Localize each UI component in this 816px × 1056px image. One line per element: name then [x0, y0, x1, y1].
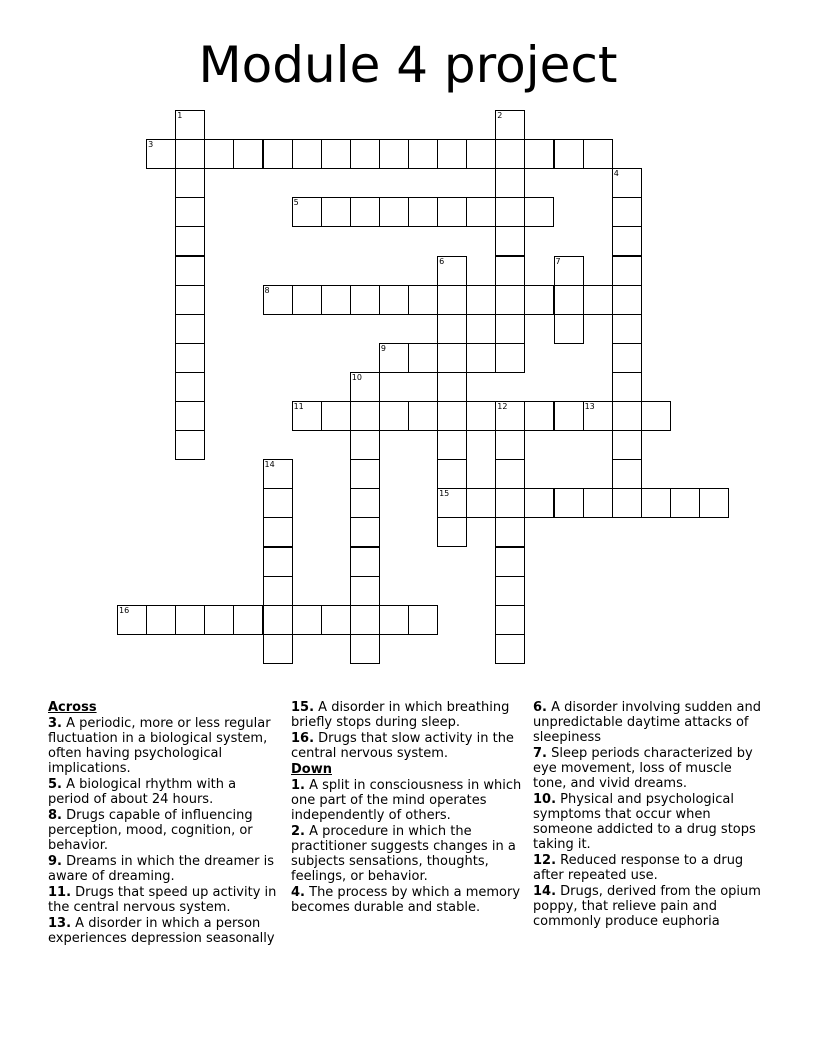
grid-cell[interactable]: [670, 488, 700, 518]
grid-cell[interactable]: [554, 314, 584, 344]
grid-cell[interactable]: [495, 139, 525, 169]
grid-cell[interactable]: [437, 488, 467, 518]
clue-number: 11: [293, 402, 304, 411]
grid-cell[interactable]: [408, 139, 438, 169]
grid-cell[interactable]: [379, 197, 409, 227]
grid-cell[interactable]: [437, 343, 467, 373]
grid-cell[interactable]: [612, 459, 642, 489]
grid-cell[interactable]: [437, 314, 467, 344]
across-heading: Across: [48, 700, 97, 715]
grid-cell[interactable]: [350, 488, 380, 518]
clue-column-3: [533, 700, 768, 930]
grid-cell[interactable]: [379, 605, 409, 635]
grid-cell[interactable]: [350, 285, 380, 315]
grid-cell[interactable]: [583, 139, 613, 169]
grid-cell[interactable]: [350, 547, 380, 577]
grid-cell[interactable]: [495, 110, 525, 140]
grid-cell[interactable]: [612, 372, 642, 402]
grid-cell[interactable]: [175, 139, 205, 169]
grid-cell[interactable]: [641, 401, 671, 431]
grid-cell[interactable]: [437, 459, 467, 489]
grid-cell[interactable]: [117, 605, 147, 635]
grid-cell[interactable]: [175, 314, 205, 344]
grid-cell[interactable]: [437, 285, 467, 315]
grid-cell[interactable]: [583, 488, 613, 518]
grid-cell[interactable]: [495, 488, 525, 518]
clue-down-6: 6. A disorder involving sudden and unpredictable daytime attacks of sleepiness: [533, 700, 761, 745]
grid-cell[interactable]: [175, 197, 205, 227]
grid-cell[interactable]: [554, 139, 584, 169]
grid-cell[interactable]: [495, 517, 525, 547]
grid-cell[interactable]: [350, 197, 380, 227]
grid-cell[interactable]: [612, 401, 642, 431]
grid-cell[interactable]: [612, 168, 642, 198]
grid-cell[interactable]: [175, 226, 205, 256]
grid-cell[interactable]: [612, 285, 642, 315]
grid-cell[interactable]: [263, 139, 293, 169]
grid-cell[interactable]: [263, 459, 293, 489]
grid-cell[interactable]: [612, 488, 642, 518]
grid-cell[interactable]: [263, 605, 293, 635]
grid-cell[interactable]: [175, 401, 205, 431]
grid-cell[interactable]: [524, 285, 554, 315]
grid-cell[interactable]: [466, 139, 496, 169]
grid-cell[interactable]: [466, 197, 496, 227]
grid-cell[interactable]: [408, 343, 438, 373]
clue-across-3: 3. A periodic, more or less regular fluctuation in a biological system, often having psychological implications.: [48, 716, 271, 776]
clue-number: 4: [613, 169, 619, 179]
clue-down-12: 12. Reduced response to a drug after repeated use.: [533, 853, 744, 883]
grid-cell[interactable]: [175, 256, 205, 286]
grid-cell[interactable]: [175, 605, 205, 635]
clue-across-13: 13. A disorder in which a person experiences depression seasonally: [48, 916, 275, 946]
grid-cell[interactable]: [466, 488, 496, 518]
grid-cell[interactable]: [146, 139, 176, 169]
grid-cell[interactable]: [641, 488, 671, 518]
grid-cell[interactable]: [350, 430, 380, 460]
grid-cell[interactable]: [524, 139, 554, 169]
grid-cell[interactable]: [350, 605, 380, 635]
grid-cell[interactable]: [321, 285, 351, 315]
grid-cell[interactable]: [583, 285, 613, 315]
grid-cell[interactable]: [437, 197, 467, 227]
grid-cell[interactable]: [408, 285, 438, 315]
grid-cell[interactable]: [437, 256, 467, 286]
grid-cell[interactable]: [495, 168, 525, 198]
clue-column-2: [291, 700, 523, 916]
grid-cell[interactable]: [379, 139, 409, 169]
grid-cell[interactable]: [175, 343, 205, 373]
clue-number: 14: [264, 460, 275, 470]
grid-cell[interactable]: [495, 197, 525, 227]
clue-number: 2: [497, 111, 503, 120]
clue-down-1: 1. A split in consciousness in which one part of the mind operates independently of others.: [291, 778, 522, 823]
grid-cell[interactable]: [495, 605, 525, 635]
page-title: Module 4 project: [198, 36, 618, 94]
clue-column-1: [48, 700, 280, 947]
grid-cell[interactable]: [263, 547, 293, 577]
grid-cell[interactable]: [466, 285, 496, 315]
clue-across-8: 8. Drugs capable of influencing perception, mood, cognition, or behavior.: [48, 808, 253, 853]
grid-cell[interactable]: [175, 430, 205, 460]
grid-cell[interactable]: [408, 401, 438, 431]
grid-cell[interactable]: [292, 605, 322, 635]
grid-cell[interactable]: [263, 634, 293, 664]
grid-cell[interactable]: [350, 459, 380, 489]
grid-cell[interactable]: [495, 285, 525, 315]
grid-cell[interactable]: [466, 401, 496, 431]
grid-cell[interactable]: [350, 401, 380, 431]
grid-cell[interactable]: [292, 139, 322, 169]
grid-cell[interactable]: [321, 197, 351, 227]
clue-number: 9: [380, 343, 386, 353]
grid-cell[interactable]: [321, 401, 351, 431]
grid-cell[interactable]: [495, 634, 525, 664]
clue-across-11: 11. Drugs that speed up activity in the central nervous system.: [48, 885, 277, 915]
grid-cell[interactable]: [408, 197, 438, 227]
grid-cell[interactable]: [554, 256, 584, 286]
grid-cell[interactable]: [612, 256, 642, 286]
clue-number: 6: [439, 256, 445, 266]
grid-cell[interactable]: [583, 401, 613, 431]
clue-number: 7: [555, 256, 561, 266]
grid-cell[interactable]: [612, 314, 642, 344]
grid-cell[interactable]: [524, 488, 554, 518]
grid-cell[interactable]: [263, 285, 293, 315]
clue-across-16: 16. Drugs that slow activity in the central nervous system.: [291, 731, 514, 761]
grid-cell[interactable]: [321, 139, 351, 169]
grid-cell[interactable]: [554, 488, 584, 518]
grid-cell[interactable]: [350, 634, 380, 664]
grid-cell[interactable]: [524, 401, 554, 431]
clue-down-4: 4. The process by which a memory becomes durable and stable.: [291, 885, 521, 915]
grid-cell[interactable]: [495, 343, 525, 373]
grid-cell[interactable]: [495, 401, 525, 431]
grid-cell[interactable]: [292, 285, 322, 315]
grid-cell[interactable]: [408, 605, 438, 635]
clue-number: 10: [351, 372, 362, 382]
clue-down-2: 2. A procedure in which the practitioner suggests changes in a subjects sensations, thoughts, feelings, or behavior.: [291, 824, 516, 884]
grid-cell[interactable]: [495, 547, 525, 577]
grid-cell[interactable]: [292, 197, 322, 227]
clue-down-10: 10. Physical and psychological symptoms that occur when someone addicted to a drug stops taking it.: [533, 792, 756, 852]
clue-across-9: 9. Dreams in which the dreamer is aware of dreaming.: [48, 854, 274, 884]
grid-cell[interactable]: [204, 139, 234, 169]
clue-down-7: 7. Sleep periods characterized by eye movement, loss of muscle tone, and vivid dreams.: [533, 746, 753, 791]
grid-cell[interactable]: [175, 372, 205, 402]
clue-number: 12: [497, 402, 508, 411]
grid-cell[interactable]: [175, 110, 205, 140]
grid-cell[interactable]: [321, 605, 351, 635]
clue-across-15: 15. A disorder in which breathing briefly stops during sleep.: [291, 700, 510, 730]
grid-cell[interactable]: [495, 576, 525, 606]
clue-number: 5: [293, 198, 299, 208]
clue-number: 13: [584, 402, 595, 411]
grid-cell[interactable]: [495, 256, 525, 286]
grid-cell[interactable]: [175, 168, 205, 198]
grid-cell[interactable]: [379, 343, 409, 373]
clue-number: 1: [177, 111, 183, 120]
clue-down-14: 14. Drugs, derived from the opium poppy, that relieve pain and commonly produce euphoria: [533, 884, 761, 929]
grid-cell[interactable]: [350, 139, 380, 169]
grid-cell[interactable]: [146, 605, 176, 635]
grid-cell[interactable]: [437, 401, 467, 431]
grid-cell[interactable]: [495, 314, 525, 344]
grid-cell[interactable]: [350, 576, 380, 606]
grid-cell[interactable]: [263, 517, 293, 547]
grid-cell[interactable]: [554, 285, 584, 315]
grid-cell[interactable]: [379, 401, 409, 431]
grid-cell[interactable]: [495, 226, 525, 256]
grid-cell[interactable]: [699, 488, 729, 518]
grid-cell[interactable]: [437, 372, 467, 402]
grid-cell[interactable]: [350, 517, 380, 547]
grid-cell[interactable]: [612, 343, 642, 373]
grid-cell[interactable]: [175, 285, 205, 315]
clue-across-5: 5. A biological rhythm with a period of about 24 hours.: [48, 777, 237, 807]
grid-cell[interactable]: [233, 605, 263, 635]
grid-cell[interactable]: [554, 401, 584, 431]
down-heading: Down: [291, 762, 332, 777]
grid-cell[interactable]: [612, 430, 642, 460]
grid-cell[interactable]: [495, 430, 525, 460]
grid-cell[interactable]: [466, 343, 496, 373]
clue-number: 16: [119, 605, 130, 615]
grid-cell[interactable]: [612, 197, 642, 227]
grid-cell[interactable]: [379, 285, 409, 315]
clue-number: 3: [148, 140, 154, 150]
grid-cell[interactable]: [437, 430, 467, 460]
grid-cell[interactable]: [204, 605, 234, 635]
clue-number: 8: [264, 285, 270, 295]
grid-cell[interactable]: [437, 139, 467, 169]
grid-cell[interactable]: [233, 139, 263, 169]
grid-cell[interactable]: [524, 197, 554, 227]
grid-cell[interactable]: [263, 576, 293, 606]
clue-number: 15: [439, 489, 450, 499]
grid-cell[interactable]: [612, 226, 642, 256]
grid-cell[interactable]: [350, 372, 380, 402]
grid-cell[interactable]: [437, 517, 467, 547]
grid-cell[interactable]: [495, 459, 525, 489]
grid-cell[interactable]: [292, 401, 322, 431]
grid-cell[interactable]: [263, 488, 293, 518]
